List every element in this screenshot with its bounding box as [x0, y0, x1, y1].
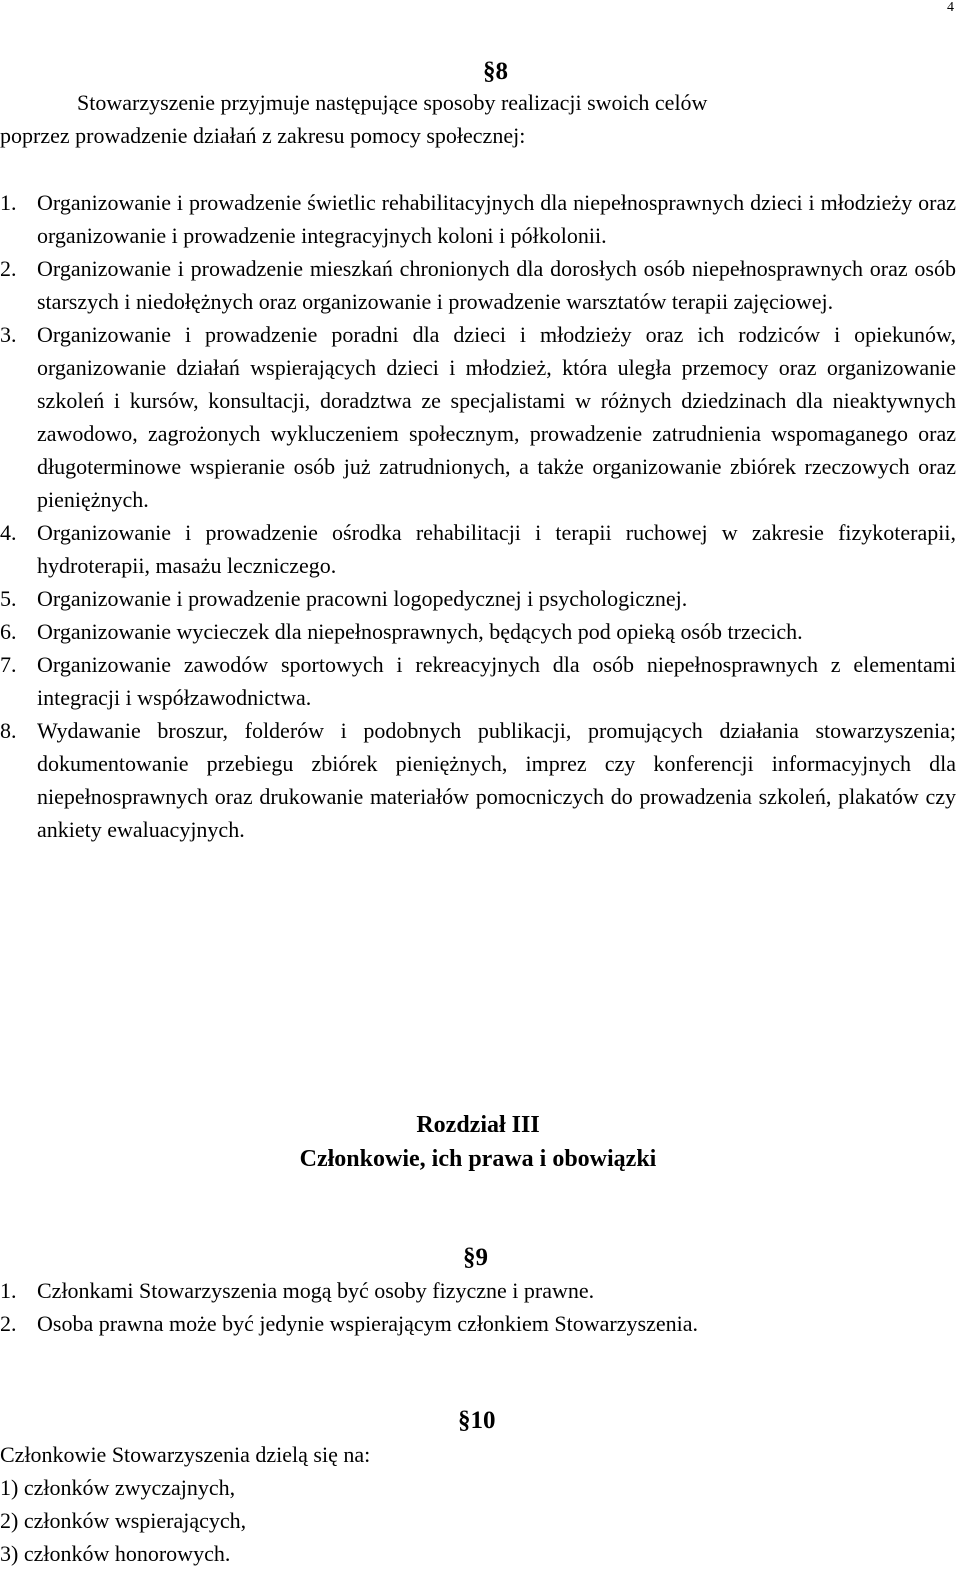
list-item-text: Organizowanie i prowadzenie świetlic rehabilitacyjnych dla niepełnosprawnych dzieci i młodzieży oraz organizowanie i prowadzenie integracyjnych koloni i półkolonii.: [37, 190, 956, 248]
list-item-text: Wydawanie broszur, folderów i podobnych publikacji, promujących działania stowarzyszenia; dokumentowanie przebiegu zbiórek pieniężnych, imprez czy konferencji informacyjnych dla niepełnosprawnych oraz drukowanie materiałów pomocniczych do prowadzenia szkoleń, plakatów czy ankiety ewaluacyjnych.: [37, 718, 956, 842]
section-10-intro: Członkowie Stowarzyszenia dzielą się na:: [0, 1442, 371, 1467]
section-8-intro-line-2: poprzez prowadzenie działań z zakresu pomocy społecznej:: [0, 123, 526, 148]
section-8-list: [0, 186, 956, 846]
list-item-text: Członkami Stowarzyszenia mogą być osoby fizyczne i prawne.: [37, 1278, 595, 1303]
list-item-number: 6.: [0, 619, 17, 644]
list-item: 1) członków zwyczajnych,: [0, 1475, 236, 1500]
list-item: [0, 252, 956, 318]
page-number: 4: [947, 0, 954, 15]
list-item-number: 2.: [0, 1311, 17, 1336]
list-item: [0, 318, 956, 516]
list-item-number: 2.: [0, 256, 17, 281]
list-item-number: 4.: [0, 520, 17, 545]
list-item-number: 1.: [0, 1278, 17, 1303]
chapter-subtitle: Członkowie, ich prawa i obowiązki: [299, 1146, 657, 1172]
section-8-intro: [0, 86, 922, 152]
list-item: 2) członków wspierających,: [0, 1508, 247, 1533]
list-item: 3) członków honorowych.: [0, 1541, 231, 1566]
list-item-text: Organizowanie i prowadzenie ośrodka rehabilitacji i terapii ruchowej w zakresie fizykoterapii, hydroterapii, masażu leczniczego.: [37, 520, 956, 578]
list-item: [0, 1307, 956, 1340]
list-item: [0, 1274, 956, 1307]
section-8-intro-line-1: Stowarzyszenie przyjmuje następujące sposoby realizacji swoich celów: [77, 90, 708, 115]
section-10-list: [0, 1438, 956, 1570]
list-item: [0, 582, 956, 615]
list-item: [0, 648, 956, 714]
list-item-text: Organizowanie i prowadzenie poradni dla dzieci i młodzieży oraz ich rodziców i opiekunów, organizowanie działań wspierających dzieci i młodzież, która uległa przemocy oraz organizowanie szkoleń i kursów, konsultacji, doradztwa ze specjalistami w różnych dziedzinach dla nieaktywnych zawodowo, zagrożonych wykluczeniem społecznym, prowadzenie zatrudnienia wspomaganego oraz długoterminowe wspieranie osób już zatrudnionych, a także organizowanie zbiórek rzeczowych oraz pieniężnych.: [37, 322, 956, 512]
list-item-number: 8.: [0, 718, 17, 743]
chapter-title: Rozdział III: [416, 1112, 540, 1138]
list-item-text: Organizowanie i prowadzenie mieszkań chronionych dla dorosłych osób niepełnosprawnych oraz osób starszych i niedołężnych oraz organizowanie i prowadzenie warsztatów terapii zajęciowej.: [37, 256, 956, 314]
section-10-heading: §10: [458, 1407, 496, 1434]
list-item: [0, 516, 956, 582]
list-item-number: 5.: [0, 586, 17, 611]
list-item: [0, 615, 956, 648]
list-item: [0, 714, 956, 846]
list-item-text: Organizowanie zawodów sportowych i rekreacyjnych dla osób niepełnosprawnych z elementami integracji i współzawodnictwa.: [37, 652, 956, 710]
section-9-heading: §9: [463, 1244, 488, 1271]
section-8-heading: §8: [483, 58, 508, 85]
list-item-number: 1.: [0, 190, 17, 215]
section-9-list: [0, 1274, 956, 1340]
list-item: [0, 186, 956, 252]
list-item-text: Organizowanie wycieczek dla niepełnosprawnych, będących pod opieką osób trzecich.: [37, 619, 803, 644]
list-item-number: 3.: [0, 322, 17, 347]
list-item-text: Osoba prawna może być jedynie wspierającym członkiem Stowarzyszenia.: [37, 1311, 698, 1336]
list-item-number: 7.: [0, 652, 17, 677]
list-item-text: Organizowanie i prowadzenie pracowni logopedycznej i psychologicznej.: [37, 586, 688, 611]
